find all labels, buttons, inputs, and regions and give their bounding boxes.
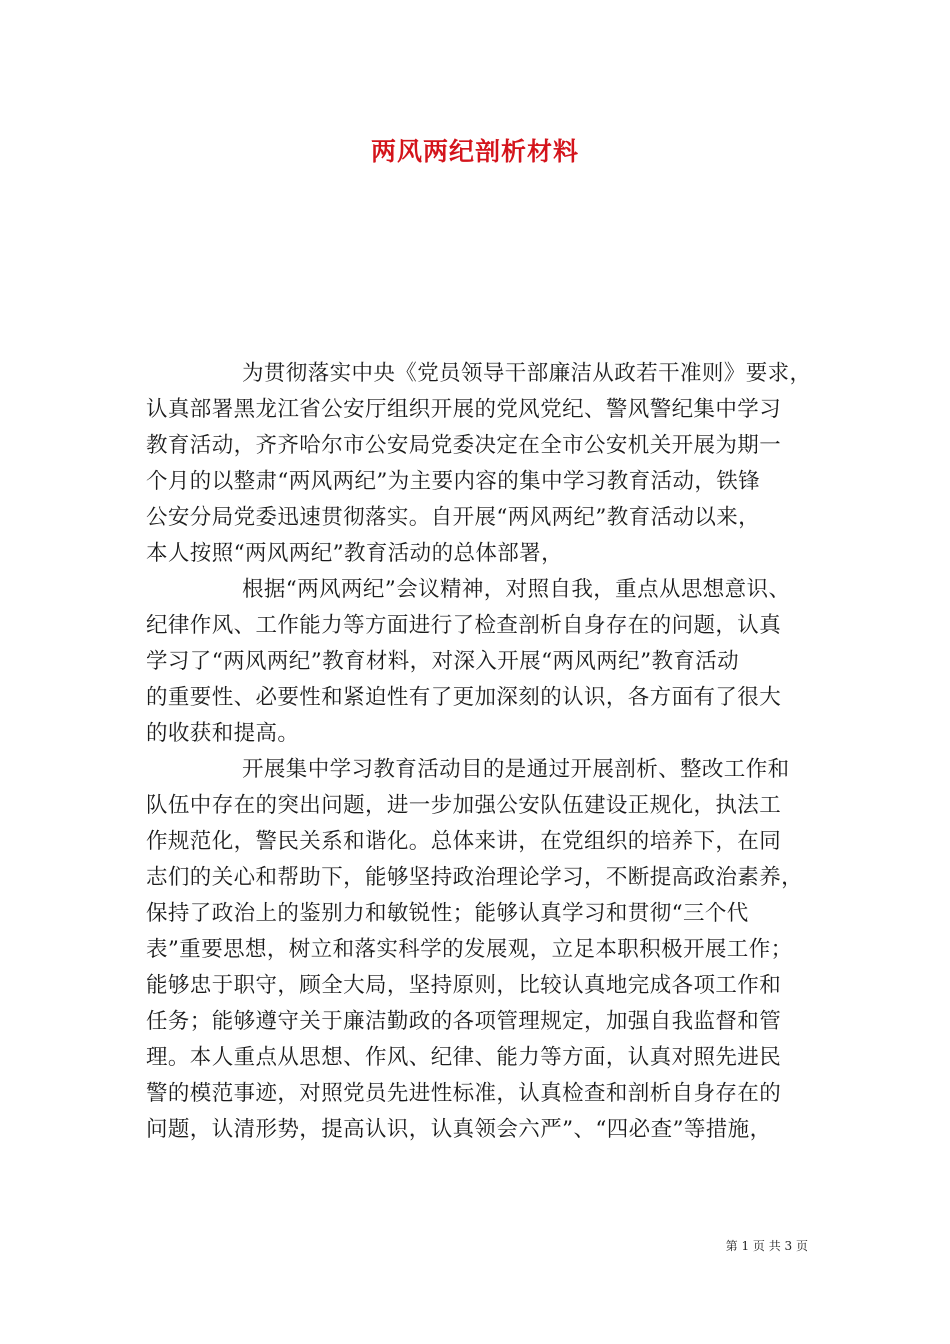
paragraph-2: [146, 572, 808, 752]
text-line: 队伍中存在的突出问题，进一步加强公安队伍建设正规化，执法工: [146, 793, 782, 818]
text-line: 纪律作风、工作能力等方面进行了检查剖析自身存在的问题，认真: [146, 613, 782, 638]
text-line: 任务；能够遵守关于廉洁勤政的各项管理规定，加强自我监督和管: [146, 1009, 782, 1034]
text-line: 理。本人重点从思想、作风、纪律、能力等方面，认真对照先进民: [146, 1045, 782, 1070]
text-line: 志们的关心和帮助下，能够坚持政治理论学习，不断提高政治素养，: [146, 865, 804, 890]
document-body: [146, 356, 812, 1148]
text-line: 开展集中学习教育活动目的是通过开展剖析、整改工作和: [242, 757, 790, 782]
paragraph-1: [146, 356, 812, 572]
text-line: 能够忠于职守，顾全大局，坚持原则，比较认真地完成各项工作和: [146, 973, 782, 998]
paragraph-3: [146, 752, 808, 1148]
text-line: 为贯彻落实中央《党员领导干部廉洁从政若干准则》要求，: [242, 361, 812, 386]
text-line: 个月的以整肃“两风两纪”为主要内容的集中学习教育活动，铁锋: [146, 469, 761, 494]
text-line: 问题，认清形势，提高认识，认真领会六严”、“四必查”等措施，: [146, 1117, 772, 1142]
page-number: 第 1 页 共 3 页: [725, 1239, 808, 1253]
text-line: 的收获和提高。: [146, 721, 300, 746]
text-line: 认真部署黑龙江省公安厅组织开展的党风党纪、警风警纪集中学习: [146, 397, 782, 422]
text-line: 学习了“两风两纪”教育材料，对深入开展“两风两纪”教育活动: [146, 649, 740, 674]
text-line: 的重要性、必要性和紧迫性有了更加深刻的认识，各方面有了很大: [146, 685, 782, 710]
document-title: 两风两纪剖析材料: [370, 137, 579, 166]
text-line: 警的模范事迹，对照党员先进性标准，认真检查和剖析自身存在的: [146, 1081, 782, 1106]
text-line: 保持了政治上的鉴别力和敏锐性；能够认真学习和贯彻“三个代: [146, 901, 749, 926]
text-line: 教育活动，齐齐哈尔市公安局党委决定在全市公安机关开展为期一: [146, 433, 782, 458]
text-line: 表”重要思想，树立和落实科学的发展观，立足本职积极开展工作；: [146, 937, 793, 962]
text-line: 作规范化，警民关系和谐化。总体来讲，在党组织的培养下，在同: [146, 829, 782, 854]
text-line: 根据“两风两纪”会议精神，对照自我，重点从思想意识、: [242, 577, 791, 602]
text-line: 公安分局党委迅速贯彻落实。自开展“两风两纪”教育活动以来，: [146, 505, 761, 530]
text-line: 本人按照“两风两纪”教育活动的总体部署，: [146, 541, 563, 566]
